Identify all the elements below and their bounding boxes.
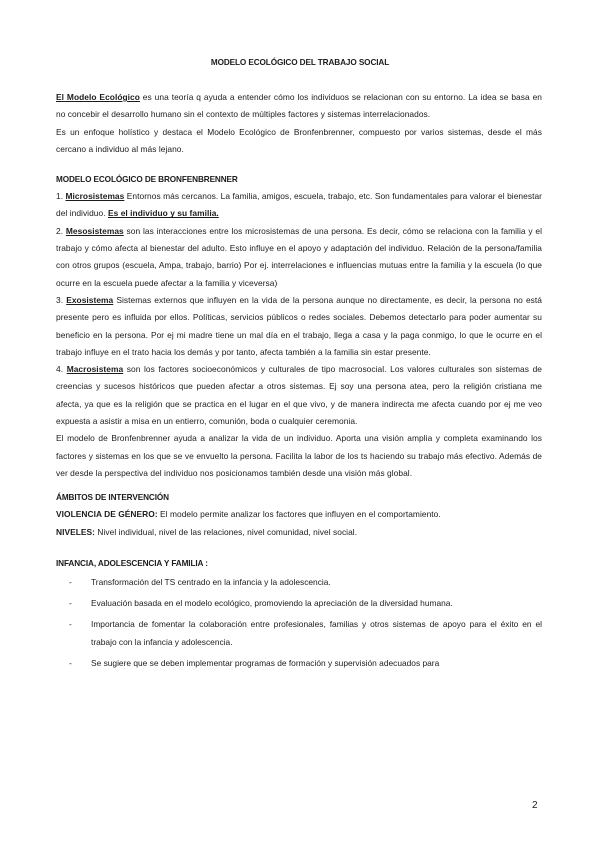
microsistemas-emphasis: Es el individuo y su familia. [107, 208, 219, 219]
violencia-paragraph [56, 506, 542, 523]
list-item-text: Evaluación basada en el modelo ecológico, promoviendo la apreciación de la diversidad humana. [91, 598, 453, 609]
list-item-text: Se sugiere que se deben implementar programas de formación y supervisión adecuados para [91, 658, 440, 669]
list-item [56, 595, 542, 612]
dash-bullet: - [69, 619, 72, 630]
list-item [56, 616, 542, 651]
exosistema-term: Exosistema [66, 294, 114, 305]
macrosistema-term: Macrosistema [66, 364, 124, 375]
item-number: 1. [56, 191, 66, 202]
macrosistema-paragraph [56, 361, 542, 430]
item-number: 2. [56, 225, 66, 236]
niveles-label: NIVELES: [56, 526, 96, 537]
document-title: MODELO ECOLÓGICO DEL TRABAJO SOCIAL [210, 58, 390, 67]
niveles-paragraph [56, 524, 542, 541]
document-body [56, 89, 542, 676]
item-number: 4. [56, 364, 67, 375]
dash-bullet: - [69, 576, 72, 587]
list-item [56, 655, 542, 672]
bronfenbrenner-heading: MODELO ECOLÓGICO DE BRONFENBRENNER [56, 175, 238, 185]
microsistemas-text: Entornos más cercanos. La familia, amigos, escuela, trabajo, etc. Son fundamentales para valorar el bienestar del individuo. [56, 191, 542, 219]
microsistemas-term: Microsistemas [65, 191, 125, 202]
intro-term: El Modelo Ecológico [56, 92, 140, 102]
microsistemas-paragraph [56, 188, 542, 223]
mesosistemas-text: son las interacciones entre los microsistemas de una persona. Es decir, cómo se relaciona con la familia y el trabajo y cómo afecta al bienestar del adulto. Esto influye en el apoyo y adaptación del individuo. Relación de la persona/familia con otros grupos (escuela, Ampa, trabajo, barrio) Por ej. interrelaciones e influencias mutuas entre la familia y la escuela (lo que ocurre en la escuela puede afectar a la familia y viceversa) [56, 225, 542, 288]
page-number: 2 [532, 800, 538, 811]
exosistema-paragraph [56, 292, 542, 361]
mesosistemas-term: Mesosistemas [65, 225, 124, 236]
niveles-text: Nivel individual, nivel de las relaciones, nivel comunidad, nivel social. [95, 526, 358, 537]
violencia-text: El modelo permite analizar los factores que influyen en el comportamiento. [157, 509, 441, 520]
infancia-heading: INFANCIA, ADOLESCENCIA Y FAMILIA : [56, 558, 208, 568]
list-item-text: Importancia de fomentar la colaboración entre profesionales, familias y otros sistemas de apoyo para el éxito en el trabajo con la infancia y adolescencia. [91, 619, 542, 647]
intro-paragraph [56, 89, 542, 124]
item-number: 3. [56, 294, 67, 305]
list-item [56, 574, 542, 591]
violencia-label: VIOLENCIA DE GÉNERO: [56, 509, 158, 520]
mesosistemas-paragraph [56, 223, 542, 292]
closing-paragraph: El modelo de Bronfenbrenner ayuda a analizar la vida de un individuo. Aporta una visión amplia y completa examinando los factores y sistemas en los que se ve envuelto la persona. Facilita la labor de los ts haciendo su trabajo más efectivo. Además de ver desde la perspectiva del individuo nos posicionamos también desde una visión más global. [56, 433, 542, 478]
intro-text: es una teoría q ayuda a entender cómo los individuos se relacionan con su entorno. La idea se basa en no concebir el desarrollo humano sin el contexto de múltiples factores y sistemas interrelacionados. [56, 92, 542, 120]
ambitos-heading: ÁMBITOS DE INTERVENCIÓN [56, 493, 169, 503]
list-item-text: Transformación del TS centrado en la infancia y la adolescencia. [91, 576, 331, 587]
exosistema-text: Sistemas externos que influyen en la vida de la persona aunque no directamente, es decir, la persona no está presente pero es influida por ellos. Políticas, servicios públicos o redes sociales. Debemos detectarlo para poder aumentar su beneficio en la persona. Por ej mi madre tiene un mal día en el trabajo, llega a casa y la paga conmigo, lo que le ocurre en el trabajo influye en el trato hacia los demás y por tanto, afecta también a la familia sin estar presente. [56, 294, 542, 357]
dash-bullet: - [69, 598, 72, 609]
macrosistema-text: son los factores socioeconómicos y culturales de tipo macrosocial. Los valores culturales son sistemas de creencias y sucesos históricos que pueden afectar a otros sistemas. Ej soy una persona atea, pero la religión cristiana me afecta, ya que es la religión que se practica en el lugar en el que vivo, y de manera indirecta me afecta cuando por ej me veo expuesta a asistir a misa en un entierro, comunión, boda o cualquier ceremonia. [56, 364, 542, 427]
intro-paragraph-2: Es un enfoque holístico y destaca el Modelo Ecológico de Bronfenbrenner, compuesto por varios sistemas, desde el más cercano a individuo al más lejano. [56, 126, 542, 154]
dash-bullet: - [69, 658, 72, 669]
infancia-list [56, 574, 542, 672]
